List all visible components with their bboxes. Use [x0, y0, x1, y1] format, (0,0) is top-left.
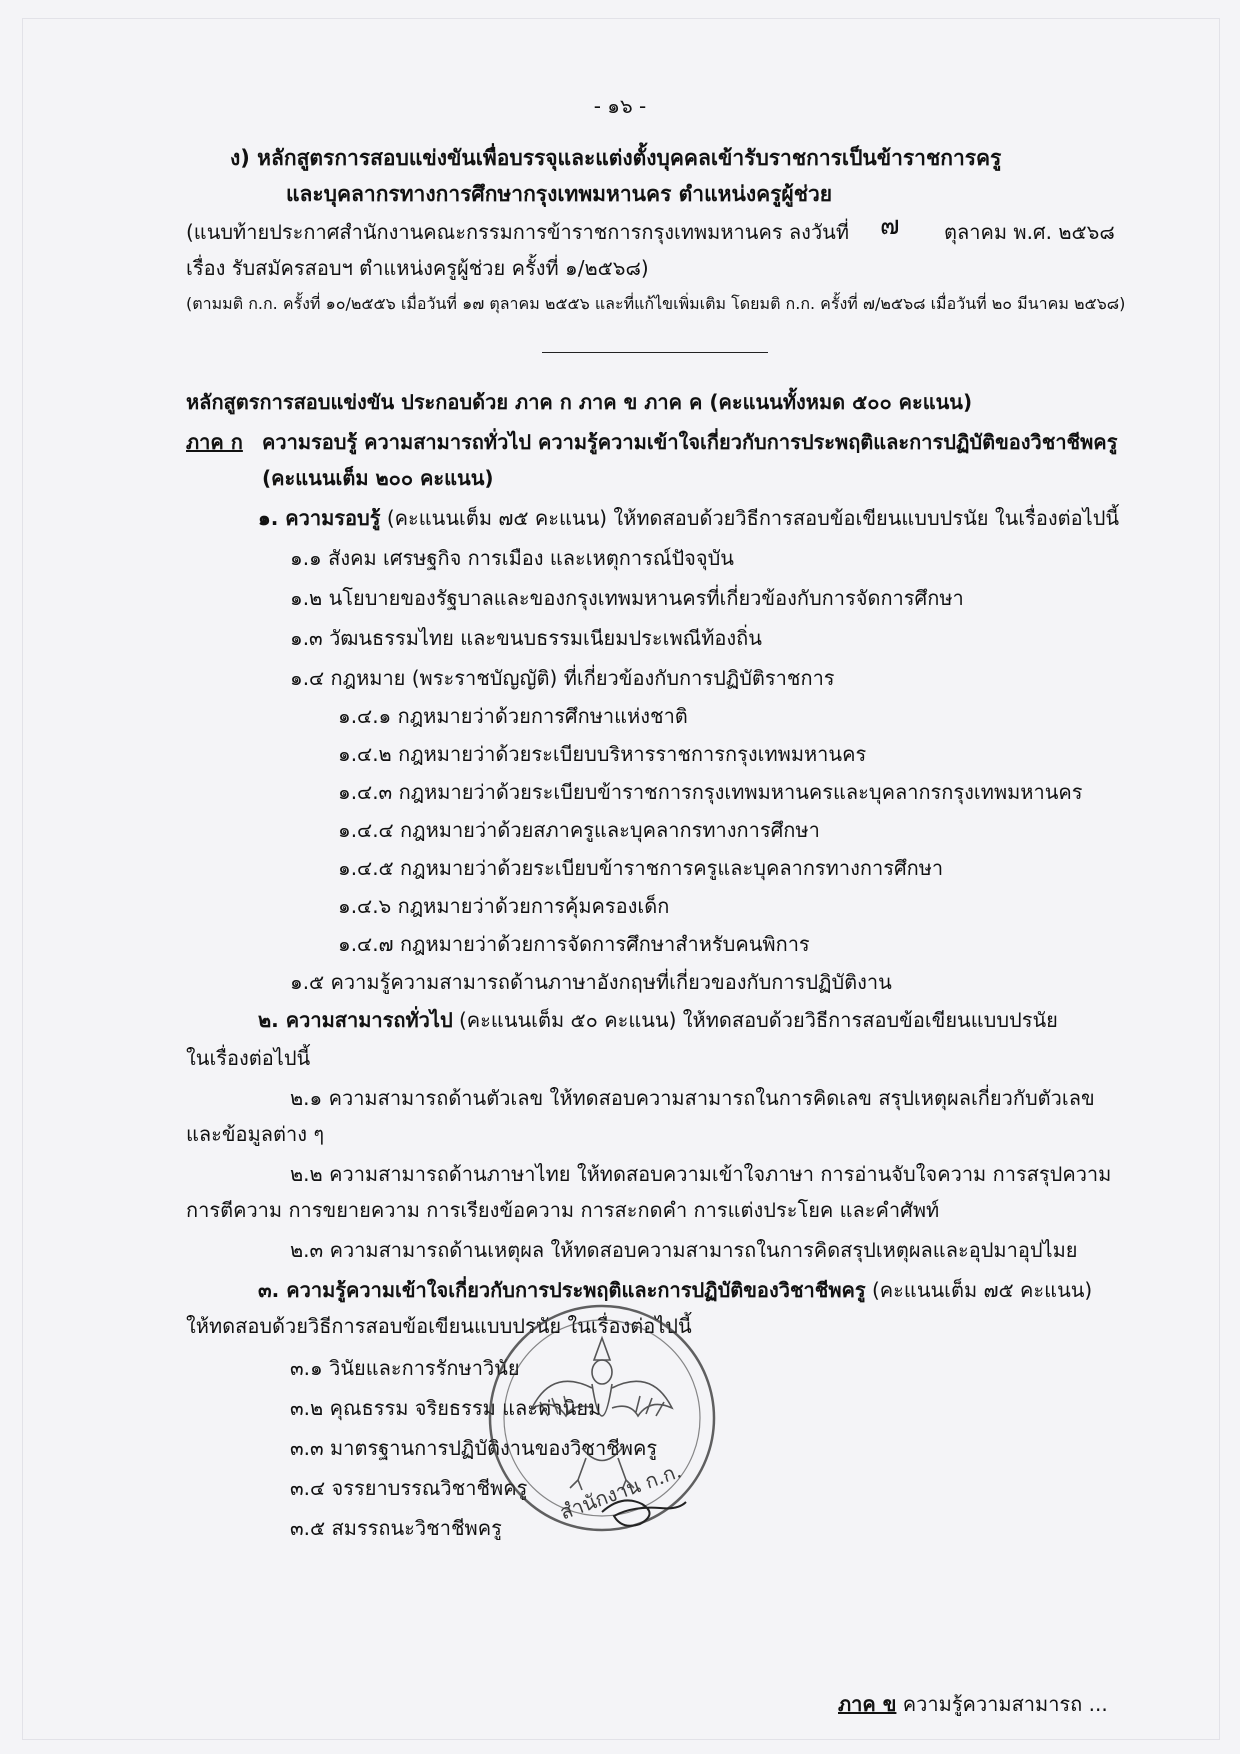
annex-line-3: (ตามมติ ก.ก. ครั้งที่ ๑๐/๒๕๕๖ เมื่อวันที่ ๑๗ ตุลาคม ๒๕๕๖ และที่แก้ไขเพิ่มเติม โดยมติ ก.ก. ครั้งที่ ๗/๒๕๖๘ เมื่อวันที่ ๒๐ มีนาคม ๒๕๖๘) [186, 294, 1126, 313]
section-2-num: ๒. ความสามารถทั่วไป [258, 1008, 453, 1032]
list-item: ๓.๒ คุณธรรม จริยธรรม และค่านิยม [290, 1396, 602, 1420]
annex-line-2: เรื่อง รับสมัครสอบฯ ตำแหน่งครูผู้ช่วย ครั้งที่ ๑/๒๕๖๘) [186, 256, 649, 280]
paragraph-line: และข้อมูลต่าง ๆ [186, 1122, 325, 1146]
separator-rule [542, 352, 768, 353]
sub-list-item: ๑.๔.๗ กฎหมายว่าด้วยการจัดการศึกษาสำหรับคนพิการ [338, 932, 810, 956]
part-a-score: (คะแนนเต็ม ๒๐๐ คะแนน) [262, 466, 494, 490]
list-item: ๓.๔ จรรยาบรรณวิชาชีพครู [290, 1476, 528, 1500]
part-a-label: ภาค ก [186, 430, 243, 454]
list-item: ๑.๓ วัฒนธรรมไทย และขนบธรรมเนียมประเพณีท้องถิ่น [290, 626, 762, 650]
page-number: - ๑๖ - [593, 94, 647, 118]
title-line-1: ง) หลักสูตรการสอบแข่งขันเพื่อบรรจุและแต่งตั้งบุคคลเข้ารับราชการเป็นข้าราชการครู [230, 146, 1002, 170]
section-2-heading [258, 1006, 1058, 1034]
title-line-2: และบุคลากรทางการศึกษากรุงเทพมหานคร ตำแหน่งครูผู้ช่วย [286, 182, 833, 206]
annex-line-1 [186, 218, 849, 246]
paragraph-line: ๒.๓ ความสามารถด้านเหตุผล ให้ทดสอบความสามารถในการคิดสรุปเหตุผลและอุปมาอุปไมย [290, 1238, 1078, 1262]
sub-list-item: ๑.๔.๑ กฎหมายว่าด้วยการศึกษาแห่งชาติ [338, 704, 688, 728]
annex-line-1-a: (แนบท้ายประกาศสำนักงานคณะกรรมการข้าราชการกรุงเทพมหานคร ลงวันที่ [186, 220, 850, 244]
list-item: ๑.๕ ความรู้ความสามารถด้านภาษาอังกฤษที่เกี่ยวของกับการปฏิบัติงาน [290, 970, 892, 994]
sub-list-item: ๑.๔.๒ กฎหมายว่าด้วยระเบียบบริหารราชการกรุงเทพมหานคร [338, 742, 867, 766]
section-1-rest: (คะแนนเต็ม ๗๕ คะแนน) ให้ทดสอบด้วยวิธีการสอบข้อเขียนแบบปรนัย ในเรื่องต่อไปนี้ [380, 506, 1120, 530]
paragraph-line: ๒.๒ ความสามารถด้านภาษาไทย ให้ทดสอบความเข้าใจภาษา การอ่านจับใจความ การสรุปความ [290, 1162, 1112, 1186]
section-3-rest-2: ให้ทดสอบด้วยวิธีการสอบข้อเขียนแบบปรนัย ในเรื่องต่อไปนี้ [186, 1314, 692, 1338]
handwritten-day: ๗ [880, 211, 900, 241]
paragraph-line: การตีความ การขยายความ การเรียงข้อความ การสะกดคำ การแต่งประโยค และคำศัพท์ [186, 1198, 940, 1222]
section-2-rest: (คะแนนเต็ม ๕๐ คะแนน) ให้ทดสอบด้วยวิธีการสอบข้อเขียนแบบปรนัย [452, 1008, 1058, 1032]
section-1-heading [258, 504, 1119, 532]
annex-line-1-b: ตุลาคม พ.ศ. ๒๕๖๘ [944, 220, 1115, 244]
curriculum-intro: หลักสูตรการสอบแข่งขัน ประกอบด้วย ภาค ก ภาค ข ภาค ค (คะแนนทั้งหมด ๕๐๐ คะแนน) [186, 390, 973, 414]
part-a-title: ความรอบรู้ ความสามารถทั่วไป ความรู้ความเข้าใจเกี่ยวกับการประพฤติและการปฏิบัติของวิชาชีพครู [262, 430, 1118, 454]
list-item: ๓.๕ สมรรถนะวิชาชีพครู [290, 1516, 502, 1540]
footer-part-rest: ความรู้ความสามารถ ... [896, 1692, 1108, 1716]
sub-list-item: ๑.๔.๓ กฎหมายว่าด้วยระเบียบข้าราชการกรุงเทพมหานครและบุคลากรกรุงเทพมหานคร [338, 780, 1083, 804]
footer-continuation [838, 1690, 1108, 1718]
list-item: ๑.๔ กฎหมาย (พระราชบัญญัติ) ที่เกี่ยวข้องกับการปฏิบัติราชการ [290, 666, 835, 690]
list-item: ๑.๒ นโยบายของรัฐบาลและของกรุงเทพมหานครที่เกี่ยวข้องกับการจัดการศึกษา [290, 586, 964, 610]
sub-list-item: ๑.๔.๔ กฎหมายว่าด้วยสภาครูและบุคลากรทางการศึกษา [338, 818, 820, 842]
section-2-rest-2: ในเรื่องต่อไปนี้ [186, 1046, 311, 1070]
list-item: ๓.๓ มาตรฐานการปฏิบัติงานของวิชาชีพครู [290, 1436, 658, 1460]
footer-part-label: ภาค ข [838, 1692, 897, 1716]
section-1-num: ๑. ความรอบรู้ [258, 506, 381, 530]
section-3-num: ๓. ความรู้ความเข้าใจเกี่ยวกับการประพฤติและการปฏิบัติของวิชาชีพครู [258, 1278, 866, 1302]
seal-text: สำนักงาน ก.ก. [556, 1458, 685, 1525]
section-3-rest: (คะแนนเต็ม ๗๕ คะแนน) [865, 1278, 1093, 1302]
sub-list-item: ๑.๔.๕ กฎหมายว่าด้วยระเบียบข้าราชการครูและบุคลากรทางการศึกษา [338, 856, 944, 880]
list-item: ๑.๑ สังคม เศรษฐกิจ การเมือง และเหตุการณ์ปัจจุบัน [290, 546, 734, 570]
sub-list-item: ๑.๔.๖ กฎหมายว่าด้วยการคุ้มครองเด็ก [338, 894, 670, 918]
paragraph-line: ๒.๑ ความสามารถด้านตัวเลข ให้ทดสอบความสามารถในการคิดเลข สรุปเหตุผลเกี่ยวกับตัวเลข [290, 1086, 1095, 1110]
list-item: ๓.๑ วินัยและการรักษาวินัย [290, 1356, 520, 1380]
